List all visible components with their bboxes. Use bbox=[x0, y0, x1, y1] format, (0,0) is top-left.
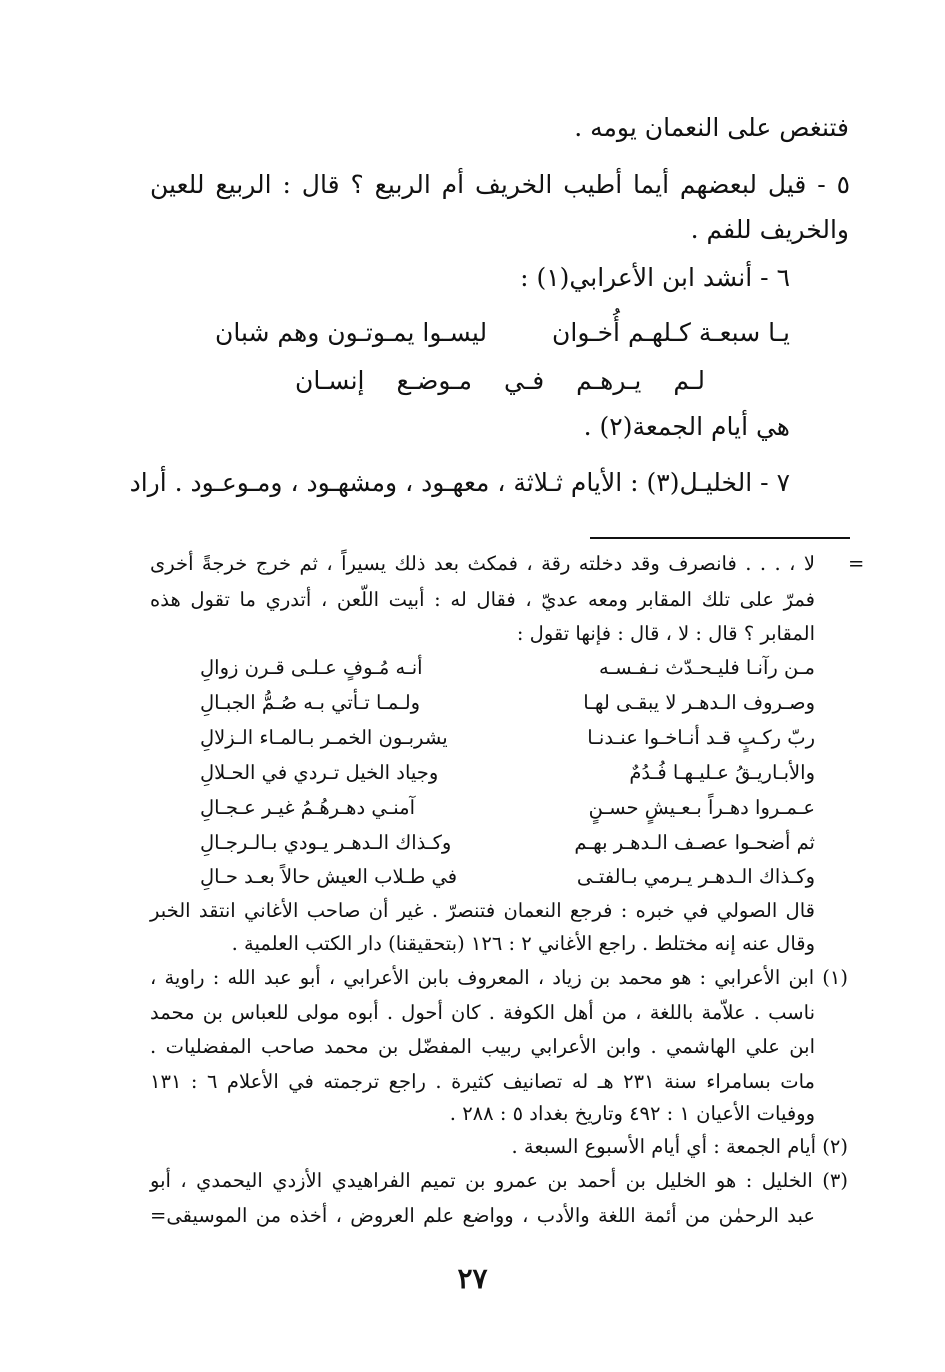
continuation-marker: = bbox=[848, 552, 865, 575]
poem-hemistich-left: وجياد الخيل تـردي في الحـلالِ bbox=[200, 761, 439, 784]
item-5-line-1: ٥ - قيل لبعضهم أيما أطيب الخريف أم الربيع ؟ قال : الربيع للعين bbox=[150, 170, 850, 199]
verse-1-first-hemistich: يـا سبعـة كـلهـم أُخـوان bbox=[552, 318, 790, 347]
footnote-2: (٢) أيام الجمعة : أي أيام الأسبوع السبعة . bbox=[511, 1135, 848, 1158]
footnote-cont-line-3: المقابر ؟ قال : لا ، قال : فإنها تقول : bbox=[516, 622, 815, 645]
footnote-1-line-3: ابن علي الهاشمي . وابن الأعرابي ربيب المفضّل بن محمد صاحب المفضليات . bbox=[150, 1035, 815, 1058]
poem-hemistich-right: والأبـاريـقُ عـليـهـا فُـدُمٌ bbox=[629, 761, 815, 784]
poem-hemistich-right: وكـذاك الـدهـر يـرمي بـالفتـى bbox=[576, 865, 815, 888]
poem-hemistich-left: وكـذاك الـدهـر يـودي بـالـرجـالِ bbox=[200, 831, 452, 854]
item-6-heading: ٦ - أنشد ابن الأعرابي(١) : bbox=[520, 263, 790, 292]
footnote-1-line-4: مات بسامراء سنة ٢٣١ هـ له تصانيف كثيرة . راجع ترجمته في الأعلام ٦ : ١٣١ bbox=[150, 1070, 815, 1093]
riddle-answer: هي أيام الجمعة(٢) . bbox=[583, 412, 790, 441]
poem-hemistich-left: في طـلاب العيش حالاً بعـد حـالِ bbox=[200, 865, 458, 888]
page-number: ٢٧ bbox=[457, 1262, 488, 1295]
poem-hemistich-right: ثم أضحـوا عصـف الـدهـر بهـم bbox=[574, 831, 815, 854]
footnote-3-line-1: (٣) الخليل : هو الخليل بن أحمد بن عمرو بن تميم الفراهيدي الأزدي اليحمدي ، أبو bbox=[150, 1169, 848, 1192]
paragraph-end: فتنغص على النعمان يومه . bbox=[574, 113, 849, 142]
poem-hemistich-left: آمنـي دهـرهُـمُ غيـر عـجـالِ bbox=[200, 796, 416, 819]
poem-hemistich-left: أنـه مُـوفٍ عـلـى قـرن زوالِ bbox=[200, 656, 423, 679]
item-7-line: ٧ - الخليـل(٣) : الأيام ثـلاثة ، معهـود ، ومشهـود ، ومـوعـود . أراد bbox=[129, 468, 790, 497]
footnote-1-line-2: ناسب . علاّمة باللغة ، من أهل الكوفة . كان أحول . أبوه مولى للعباس بن محمد bbox=[150, 1001, 815, 1024]
item-5-line-2: والخريف للفم . bbox=[690, 215, 849, 244]
footnote-cont-line-2: فمرّ على تلك المقابر ومعه عديّ ، فقال له : أبيت اللّعن ، أتدري ما تقول هذه bbox=[150, 588, 815, 611]
poem-hemistich-right: عـمـروا دهـراً بـعـيشٍ حسـنٍ bbox=[588, 796, 815, 819]
footnote-cont-after-2: وقال عنه إنه مختلط . راجع الأغاني ٢ : ١٢٦ (بتحقيقنا) دار الكتب العلمية . bbox=[231, 932, 815, 955]
footnote-1-line-1: (١) ابن الأعرابي : هو محمد بن زياد ، المعروف بابن الأعرابي ، أبو عبد الله : راوية ، bbox=[150, 966, 848, 989]
poem-hemistich-right: وصـروف الـدهـر لا يبقـى لهـا bbox=[583, 691, 815, 714]
footnote-1-line-5: ووفيات الأعيان ١ : ٤٩٢ وتاريخ بغداد ٥ : ٢٨٨ . bbox=[449, 1102, 815, 1125]
footnote-separator bbox=[590, 537, 850, 539]
footnote-cont-line-1: لا ، . . . فانصرف وقد دخلته رقة ، فمكث بعد ذلك يسيراً ، ثم خرج خرجةً أخرى bbox=[150, 552, 815, 575]
footnote-3-line-2: عبد الرحمٰن من أئمة اللغة والأدب ، وواضع علم العروض ، أخذه من الموسيقى= bbox=[150, 1204, 815, 1227]
poem-hemistich-left: ولـمـا تـأتي بـه صُـمُّ الجبـالِ bbox=[200, 691, 421, 714]
footnote-cont-after-1: قال الصولي في خبره : فرجع النعمان فتنصرّ . غير أن صاحب الأغاني انتقد الخبر bbox=[150, 899, 815, 922]
verse-2: لـم يـرهـم فـي مـوضـع إنسـان bbox=[295, 366, 705, 395]
poem-hemistich-right: مـن رآنـا فليـحـدّث نـفـسـه bbox=[598, 656, 815, 679]
poem-hemistich-left: يشربـون الخمـر بـالمـاء الـزلالِ bbox=[200, 726, 448, 749]
verse-1-second-hemistich: ليسـوا يمـوتـون وهم شبان bbox=[215, 318, 488, 347]
poem-hemistich-right: ربّ ركـبٍ قـد أنـاخـوا عنـدنـا bbox=[587, 726, 815, 749]
